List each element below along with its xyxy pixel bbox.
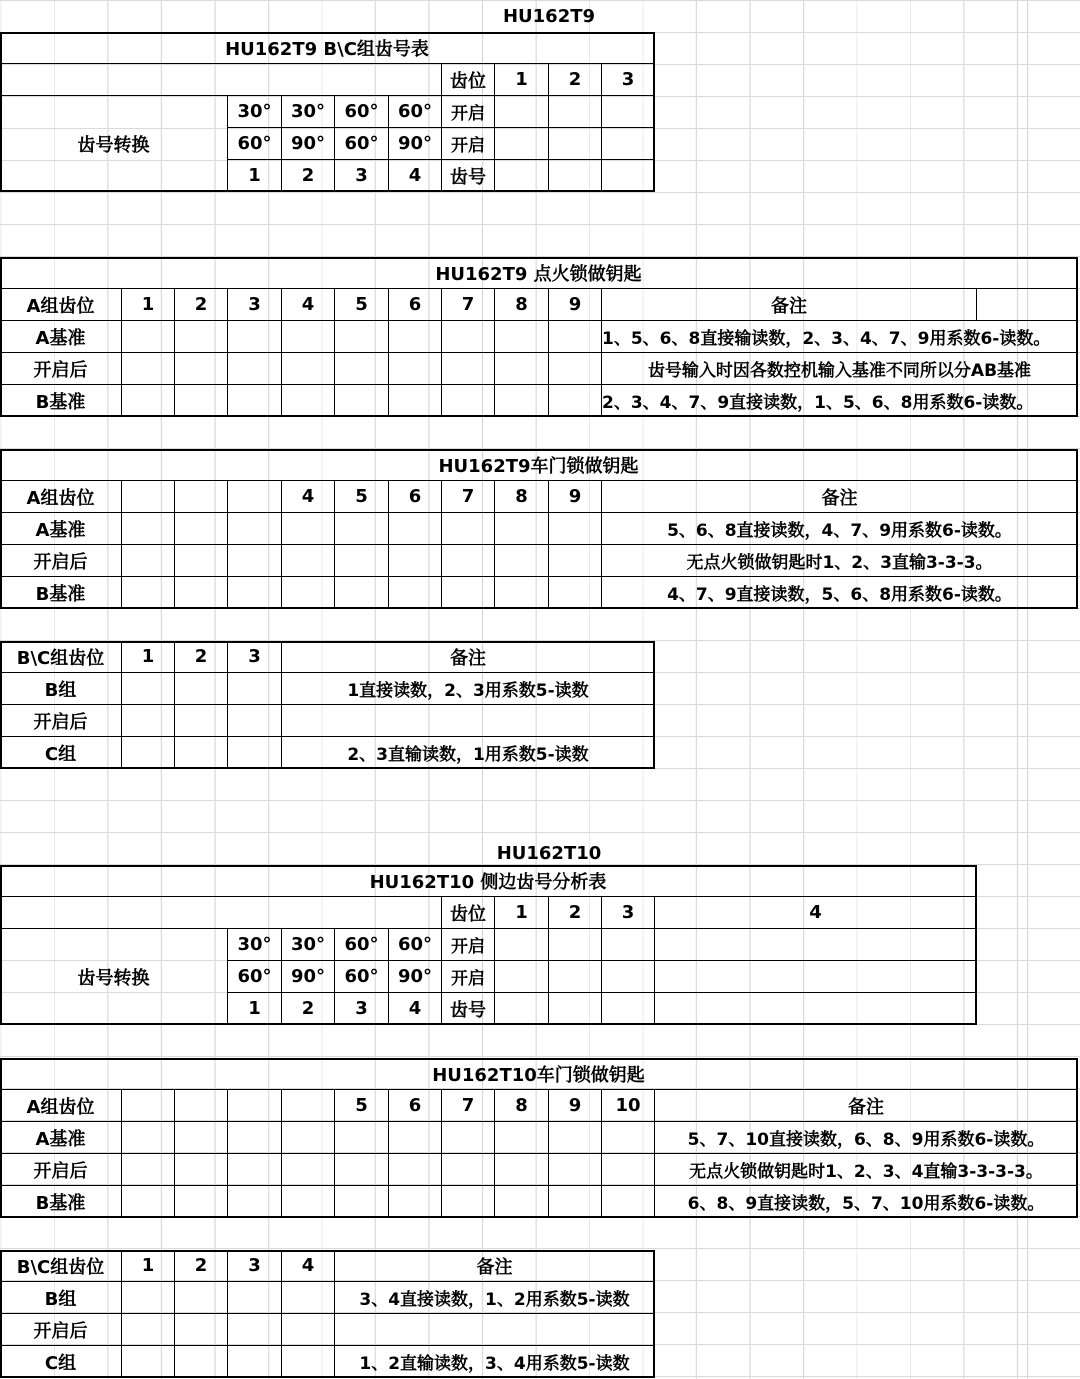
value-cell — [175, 1186, 228, 1218]
value-cell — [442, 1186, 495, 1218]
table-title: HU162T9 B\C组齿号表 — [0, 32, 655, 64]
value-cell — [495, 128, 549, 160]
value-cell — [282, 385, 335, 417]
value-cell — [335, 1186, 389, 1218]
value-cell — [122, 353, 175, 385]
row-label: 开启后 — [0, 353, 122, 385]
value-cell — [549, 961, 602, 993]
t9-model-label: HU162T9 — [502, 6, 596, 27]
value-cell — [442, 353, 495, 385]
value-cell — [495, 1154, 549, 1186]
position-header: 8 — [495, 481, 549, 513]
position-header: 7 — [442, 289, 495, 321]
position-header: 4 — [282, 289, 335, 321]
table-title: HU162T9 点火锁做钥匙 — [0, 257, 1078, 289]
note-cell: 5、6、8直接读数，4、7、9用系数6-读数。 — [602, 513, 1078, 545]
value-cell — [122, 705, 175, 737]
value-cell — [442, 577, 495, 609]
position-header: 3 — [602, 897, 655, 929]
note-cell — [335, 1314, 655, 1346]
value-cell — [495, 545, 549, 577]
value-cell — [655, 993, 977, 1025]
conversion-value: 60° — [389, 929, 442, 961]
note-cell: 无点火锁做钥匙时1、2、3、4直输3-3-3-3。 — [655, 1154, 1078, 1186]
blank-cell — [0, 64, 442, 96]
position-header: 4 — [655, 897, 977, 929]
position-header: 9 — [549, 481, 602, 513]
position-header: 1 — [122, 289, 175, 321]
value-cell — [175, 513, 228, 545]
value-cell — [549, 993, 602, 1025]
notes-header: 备注 — [655, 1090, 1078, 1122]
position-header: 1 — [495, 897, 549, 929]
value-cell — [655, 929, 977, 961]
value-cell — [175, 1122, 228, 1154]
value-cell — [549, 929, 602, 961]
value-cell — [122, 737, 175, 769]
value-cell — [495, 321, 549, 353]
value-cell — [442, 385, 495, 417]
value-cell — [282, 577, 335, 609]
value-cell — [175, 385, 228, 417]
value-cell — [228, 1346, 282, 1378]
value-cell — [495, 577, 549, 609]
value-cell — [228, 321, 282, 353]
table-title: HU162T10车门锁做钥匙 — [0, 1058, 1078, 1090]
notes-header: 备注 — [282, 641, 655, 673]
value-cell — [122, 385, 175, 417]
row-label: 开启后 — [0, 1314, 122, 1346]
value-cell — [549, 1154, 602, 1186]
value-cell — [335, 321, 389, 353]
value-cell — [228, 673, 282, 705]
position-header: 10 — [602, 1090, 655, 1122]
value-cell — [122, 321, 175, 353]
position-header: 2 — [175, 289, 228, 321]
position-header: 2 — [549, 64, 602, 96]
value-cell — [389, 321, 442, 353]
value-cell — [228, 737, 282, 769]
value-cell — [175, 1346, 228, 1378]
bc-position-label: B\C组齿位 — [0, 1250, 122, 1282]
value-cell — [495, 961, 549, 993]
position-header: 2 — [549, 897, 602, 929]
row-label: B组 — [0, 1282, 122, 1314]
value-cell — [122, 1346, 175, 1378]
value-cell — [122, 577, 175, 609]
value-cell — [389, 545, 442, 577]
conversion-label: 齿号转换 — [0, 929, 228, 1025]
position-header: 5 — [335, 1090, 389, 1122]
position-header: 4 — [282, 481, 335, 513]
value-cell — [495, 513, 549, 545]
conversion-value: 60° — [335, 961, 389, 993]
value-cell — [228, 513, 282, 545]
value-cell — [495, 1186, 549, 1218]
row-label: 开启 — [442, 96, 495, 128]
value-cell — [175, 705, 228, 737]
value-cell — [602, 1186, 655, 1218]
note-cell: 无点火锁做钥匙时1、2、3直输3-3-3。 — [602, 545, 1078, 577]
conversion-label: 齿号转换 — [0, 96, 228, 192]
value-cell — [228, 353, 282, 385]
value-cell — [282, 1122, 335, 1154]
value-cell — [549, 545, 602, 577]
note-cell: 2、3直输读数，1用系数5-读数 — [282, 737, 655, 769]
value-cell — [335, 1122, 389, 1154]
notes-header: 备注 — [602, 481, 1078, 513]
value-cell — [655, 961, 977, 993]
value-cell — [442, 321, 495, 353]
row-label: A基准 — [0, 513, 122, 545]
value-cell — [175, 673, 228, 705]
value-cell — [122, 673, 175, 705]
conversion-value: 4 — [389, 993, 442, 1025]
value-cell — [549, 1186, 602, 1218]
blank-cell — [977, 289, 1078, 321]
conversion-value: 1 — [228, 993, 282, 1025]
value-cell — [389, 577, 442, 609]
conversion-value: 30° — [228, 929, 282, 961]
value-cell — [389, 385, 442, 417]
position-header: 1 — [122, 641, 175, 673]
row-label: A基准 — [0, 321, 122, 353]
value-cell — [389, 1154, 442, 1186]
note-cell: 2、3、4、7、9直接读数，1、5、6、8用系数6-读数。 — [602, 385, 1078, 417]
note-cell — [282, 705, 655, 737]
tooth-position-label: 齿位 — [442, 897, 495, 929]
value-cell — [282, 1314, 335, 1346]
value-cell — [495, 929, 549, 961]
note-cell: 1、5、6、8直接输读数，2、3、4、7、9用系数6-读数。 — [602, 321, 1078, 353]
position-header: 8 — [495, 289, 549, 321]
note-cell: 1、2直输读数，3、4用系数5-读数 — [335, 1346, 655, 1378]
conversion-value: 60° — [335, 96, 389, 128]
conversion-value: 3 — [335, 993, 389, 1025]
value-cell — [228, 705, 282, 737]
row-label: A基准 — [0, 1122, 122, 1154]
value-cell — [122, 545, 175, 577]
value-cell — [282, 1346, 335, 1378]
conversion-value: 2 — [282, 993, 335, 1025]
conversion-value: 60° — [335, 128, 389, 160]
value-cell — [549, 96, 602, 128]
table-title: HU162T9车门锁做钥匙 — [0, 449, 1078, 481]
value-cell — [389, 513, 442, 545]
value-cell — [335, 353, 389, 385]
conversion-value: 90° — [389, 128, 442, 160]
value-cell — [335, 577, 389, 609]
row-label: 开启 — [442, 929, 495, 961]
conversion-value: 30° — [282, 96, 335, 128]
value-cell — [122, 1154, 175, 1186]
position-header: 7 — [442, 481, 495, 513]
value-cell — [122, 1314, 175, 1346]
notes-header: 备注 — [335, 1250, 655, 1282]
position-header: 3 — [602, 64, 655, 96]
value-cell — [495, 96, 549, 128]
blank-cell — [0, 897, 442, 929]
row-label: 开启后 — [0, 705, 122, 737]
value-cell — [602, 1122, 655, 1154]
value-cell — [335, 385, 389, 417]
value-cell — [549, 513, 602, 545]
row-label: 齿号 — [442, 993, 495, 1025]
value-cell — [389, 1122, 442, 1154]
row-label: C组 — [0, 737, 122, 769]
conversion-value: 4 — [389, 160, 442, 192]
row-label: 齿号 — [442, 160, 495, 192]
conversion-value: 60° — [335, 929, 389, 961]
conversion-value: 2 — [282, 160, 335, 192]
value-cell — [175, 737, 228, 769]
value-cell — [442, 545, 495, 577]
value-cell — [549, 1122, 602, 1154]
position-header: 9 — [549, 289, 602, 321]
position-header — [282, 1090, 335, 1122]
note-cell: 1直接读数，2、3用系数5-读数 — [282, 673, 655, 705]
value-cell — [175, 545, 228, 577]
row-label: B基准 — [0, 1186, 122, 1218]
conversion-value: 90° — [282, 128, 335, 160]
value-cell — [122, 1122, 175, 1154]
conversion-value: 60° — [228, 128, 282, 160]
value-cell — [335, 545, 389, 577]
value-cell — [495, 353, 549, 385]
group-position-label: A组齿位 — [0, 289, 122, 321]
value-cell — [228, 1186, 282, 1218]
value-cell — [495, 385, 549, 417]
value-cell — [228, 1122, 282, 1154]
value-cell — [282, 1154, 335, 1186]
value-cell — [175, 577, 228, 609]
table-title: HU162T10 侧边齿号分析表 — [0, 865, 977, 897]
value-cell — [549, 385, 602, 417]
value-cell — [495, 160, 549, 192]
value-cell — [282, 353, 335, 385]
value-cell — [282, 1186, 335, 1218]
value-cell — [335, 1154, 389, 1186]
note-cell: 5、7、10直接读数，6、8、9用系数6-读数。 — [655, 1122, 1078, 1154]
value-cell — [122, 1186, 175, 1218]
value-cell — [282, 545, 335, 577]
conversion-value: 90° — [389, 961, 442, 993]
value-cell — [175, 1314, 228, 1346]
conversion-value: 30° — [228, 96, 282, 128]
tooth-position-label: 齿位 — [442, 64, 495, 96]
position-header: 5 — [335, 481, 389, 513]
notes-header: 备注 — [602, 289, 977, 321]
value-cell — [602, 993, 655, 1025]
value-cell — [602, 961, 655, 993]
value-cell — [175, 321, 228, 353]
value-cell — [549, 160, 602, 192]
value-cell — [228, 1154, 282, 1186]
value-cell — [549, 128, 602, 160]
position-header: 1 — [122, 1250, 175, 1282]
position-header — [228, 481, 282, 513]
value-cell — [175, 1282, 228, 1314]
value-cell — [602, 128, 655, 160]
conversion-value: 1 — [228, 160, 282, 192]
value-cell — [122, 513, 175, 545]
value-cell — [442, 1122, 495, 1154]
bc-position-label: B\C组齿位 — [0, 641, 122, 673]
position-header: 8 — [495, 1090, 549, 1122]
value-cell — [122, 1282, 175, 1314]
position-header — [122, 481, 175, 513]
conversion-value: 60° — [389, 96, 442, 128]
value-cell — [389, 353, 442, 385]
row-label: 开启 — [442, 961, 495, 993]
value-cell — [282, 1282, 335, 1314]
position-header: 5 — [335, 289, 389, 321]
value-cell — [495, 1122, 549, 1154]
value-cell — [228, 1282, 282, 1314]
position-header — [122, 1090, 175, 1122]
note-cell: 4、7、9直接读数，5、6、8用系数6-读数。 — [602, 577, 1078, 609]
position-header: 2 — [175, 641, 228, 673]
position-header — [175, 481, 228, 513]
position-header: 3 — [228, 1250, 282, 1282]
value-cell — [495, 993, 549, 1025]
value-cell — [228, 545, 282, 577]
row-label: B基准 — [0, 577, 122, 609]
note-cell: 齿号输入时因各数控机输入基准不同所以分AB基准 — [602, 353, 1078, 385]
position-header: 6 — [389, 481, 442, 513]
value-cell — [602, 160, 655, 192]
position-header — [228, 1090, 282, 1122]
position-header: 9 — [549, 1090, 602, 1122]
position-header: 2 — [175, 1250, 228, 1282]
conversion-value: 30° — [282, 929, 335, 961]
position-header: 6 — [389, 1090, 442, 1122]
value-cell — [549, 353, 602, 385]
row-label: B组 — [0, 673, 122, 705]
row-label: 开启后 — [0, 1154, 122, 1186]
conversion-value: 60° — [228, 961, 282, 993]
value-cell — [335, 513, 389, 545]
value-cell — [442, 513, 495, 545]
value-cell — [602, 96, 655, 128]
value-cell — [228, 385, 282, 417]
row-label: B基准 — [0, 385, 122, 417]
row-label: 开启 — [442, 128, 495, 160]
value-cell — [442, 1154, 495, 1186]
conversion-value: 90° — [282, 961, 335, 993]
position-header: 6 — [389, 289, 442, 321]
value-cell — [602, 929, 655, 961]
position-header: 3 — [228, 641, 282, 673]
note-cell: 6、8、9直接读数，5、7、10用系数6-读数。 — [655, 1186, 1078, 1218]
value-cell — [228, 1314, 282, 1346]
position-header: 3 — [228, 289, 282, 321]
group-position-label: A组齿位 — [0, 1090, 122, 1122]
position-header — [175, 1090, 228, 1122]
note-cell: 3、4直接读数，1、2用系数5-读数 — [335, 1282, 655, 1314]
position-header: 7 — [442, 1090, 495, 1122]
value-cell — [549, 577, 602, 609]
group-position-label: A组齿位 — [0, 481, 122, 513]
t10-model-label: HU162T10 — [496, 843, 602, 864]
value-cell — [389, 1186, 442, 1218]
value-cell — [282, 513, 335, 545]
row-label: 开启后 — [0, 545, 122, 577]
value-cell — [549, 321, 602, 353]
position-header: 1 — [495, 64, 549, 96]
row-label: C组 — [0, 1346, 122, 1378]
value-cell — [282, 321, 335, 353]
conversion-value: 3 — [335, 160, 389, 192]
position-header: 4 — [282, 1250, 335, 1282]
value-cell — [175, 353, 228, 385]
value-cell — [175, 1154, 228, 1186]
value-cell — [228, 577, 282, 609]
value-cell — [602, 1154, 655, 1186]
